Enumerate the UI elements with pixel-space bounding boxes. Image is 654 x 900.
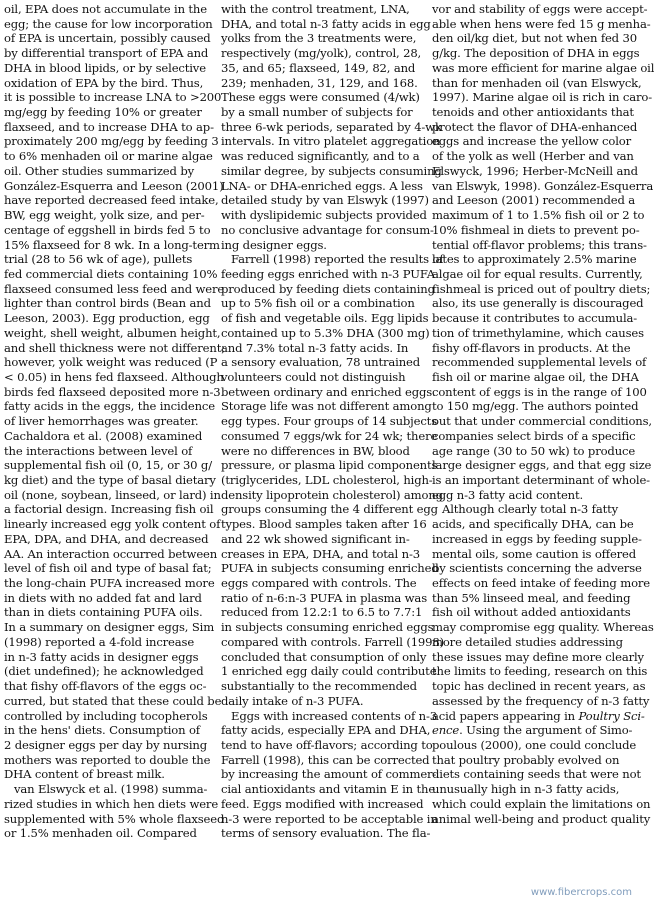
text-line: Although clearly total n-3 fatty	[442, 502, 619, 517]
text-line: den oil/kg diet, but not when fed 30	[432, 31, 637, 46]
text-line: with dyslipidemic subjects provided	[221, 208, 427, 223]
text-line: the long-chain PUFA increased more	[4, 576, 215, 591]
text-line: egg n-3 fatty acid content.	[432, 487, 584, 502]
text-line: up to 5% fish oil or a combination	[221, 296, 415, 311]
text-line: to 6% menhaden oil or marine algae	[4, 149, 213, 164]
text-column-middle	[221, 2, 444, 898]
text-line: daily intake of n-3 PUFA.	[221, 693, 364, 708]
text-line: pressure, or plasma lipid components	[221, 458, 438, 473]
text-line: DHA in blood lipids, or by selective	[4, 60, 206, 75]
text-line: mothers was reported to double the	[4, 752, 211, 767]
text-line: increased in eggs by feeding supple-	[432, 531, 642, 546]
text-line: vor and stability of eggs were accept-	[432, 2, 648, 16]
text-line: acid papers appearing in Poultry Sci-	[432, 708, 645, 723]
text-line: DHA content of breast milk.	[4, 767, 165, 782]
text-line: recommended supplemental levels of	[432, 355, 647, 370]
text-line: than in diets containing PUFA oils.	[4, 605, 203, 620]
text-line: the interactions between level of	[4, 443, 193, 458]
text-line: trial (28 to 56 wk of age), pullets	[4, 252, 193, 267]
text-line: Farrell (1998) reported the results of	[231, 252, 444, 267]
text-line: of fish and vegetable oils. Egg lipids	[221, 311, 429, 326]
text-line: no conclusive advantage for consum-	[221, 222, 434, 237]
text-line: in diets with no added fat and lard	[4, 590, 202, 605]
text-line: Farrell (1998), this can be corrected	[221, 752, 430, 767]
text-line: mg/egg by feeding 10% or greater	[4, 105, 202, 120]
text-line: detailed study by van Elswyk (1997)	[221, 193, 429, 208]
text-line: to 150 mg/egg. The authors pointed	[432, 399, 639, 414]
text-line: maximum of 1 to 1.5% fish oil or 2 to	[432, 208, 645, 223]
text-line: oil, EPA does not accumulate in the	[4, 2, 207, 16]
text-line: effects on feed intake of feeding more	[432, 576, 651, 591]
text-line: 10% fishmeal in diets to prevent po-	[432, 222, 640, 237]
text-line: centage of eggshell in birds fed 5 to	[4, 222, 211, 237]
text-line: 1 enriched egg daily could contribute	[221, 664, 437, 679]
text-column-right	[432, 2, 654, 898]
text-line: (diet undefined); he acknowledged	[4, 664, 204, 679]
text-line: intervals. In vitro platelet aggregation	[221, 134, 441, 149]
text-line: tenoids and other antioxidants that	[432, 105, 634, 120]
text-line: flaxseed, and to increase DHA to ap-	[4, 119, 214, 134]
text-line: creases in EPA, DHA, and total n-3	[221, 546, 420, 561]
text-line: 2 designer eggs per day by nursing	[4, 737, 207, 752]
text-line: linearly increased egg yolk content of	[4, 517, 221, 532]
text-line: and shell thickness were not different;	[4, 340, 225, 355]
text-line: density lipoprotein cholesterol) among	[221, 487, 443, 502]
text-line: ence. Using the argument of Simo-	[432, 723, 633, 738]
text-line: because it contributes to accumula-	[432, 311, 638, 326]
text-line: algae oil for equal results. Currently,	[432, 266, 643, 281]
text-line: of the yolk as well (Herber and van	[432, 149, 634, 164]
text-line: and 22 wk showed significant in-	[221, 531, 410, 546]
text-line: the limits to feeding, research on this	[432, 664, 648, 679]
text-line: 35, and 65; flaxseed, 149, 82, and	[221, 60, 416, 75]
text-line: González-Esquerra and Leeson (2001)	[4, 178, 224, 193]
text-line: feeding eggs enriched with n-3 PUFA	[221, 266, 435, 281]
text-line: LNA- or DHA-enriched eggs. A less	[221, 178, 423, 193]
text-line: consumed 7 eggs/wk for 24 wk; there	[221, 428, 438, 443]
text-line: PUFA in subjects consuming enriched	[221, 561, 439, 576]
text-line: DHA, and total n-3 fatty acids in egg	[221, 16, 431, 31]
text-line: egg types. Four groups of 14 subjects	[221, 414, 437, 429]
text-line: fishy off-flavors in products. At the	[432, 340, 631, 355]
text-line: fish oil or marine algae oil, the DHA	[432, 369, 639, 384]
text-line: tend to have off-flavors; according to	[221, 737, 433, 752]
text-line: tion of trimethylamine, which causes	[432, 325, 644, 340]
text-line: by a small number of subjects for	[221, 105, 413, 120]
text-line: of EPA is uncertain, possibly caused	[4, 31, 211, 46]
text-line: supplemental fish oil (0, 15, or 30 g/	[4, 458, 212, 473]
text-line: egg; the cause for low incorporation	[4, 16, 213, 31]
text-line: by increasing the amount of commer-	[221, 767, 437, 782]
text-line: assessed by the frequency of n-3 fatty	[432, 693, 650, 708]
text-line: however, yolk weight was reduced (P	[4, 355, 218, 370]
text-line: poulous (2000), one could conclude	[432, 737, 637, 752]
text-line: Storage life was not different among	[221, 399, 432, 414]
text-line: diets containing seeds that were not	[432, 767, 641, 782]
text-line: fed commercial diets containing 10%	[4, 266, 218, 281]
text-line: age range (30 to 50 wk) to produce	[432, 443, 636, 458]
text-line: acids, and specifically DHA, can be	[432, 517, 634, 532]
text-line: BW, egg weight, yolk size, and per-	[4, 208, 205, 223]
text-line: protect the flavor of DHA-enhanced	[432, 119, 638, 134]
text-line: which could explain the limitations on	[432, 796, 651, 811]
text-line: may compromise egg quality. Whereas	[432, 620, 654, 635]
text-line: between ordinary and enriched eggs.	[221, 384, 436, 399]
text-line: a sensory evaluation, 78 untrained	[221, 355, 421, 370]
text-line: respectively (mg/yolk), control, 28,	[221, 46, 422, 61]
text-line: terms of sensory evaluation. The fla-	[221, 826, 431, 841]
text-line: fatty acids, especially EPA and DHA,	[221, 723, 431, 738]
text-line: oil. Other studies summarized by	[4, 163, 195, 178]
text-line: by differential transport of EPA and	[4, 46, 209, 61]
text-line: in the hens' diets. Consumption of	[4, 723, 200, 738]
text-line: concluded that consumption of only	[221, 649, 427, 664]
text-line: birds fed flaxseed deposited more n-3	[4, 384, 221, 399]
text-column-left	[4, 2, 225, 898]
text-line: in n-3 fatty acids in designer eggs	[4, 649, 199, 664]
text-line: produced by feeding diets containing	[221, 281, 435, 296]
text-line: companies select birds of a specific	[432, 428, 636, 443]
text-line: (triglycerides, LDL cholesterol, high-	[221, 473, 433, 487]
text-line: n-3 were reported to be acceptable in	[221, 811, 438, 826]
text-line: mental oils, some caution is offered	[432, 546, 637, 561]
text-line: content of eggs is in the range of 100	[432, 384, 647, 399]
text-line: In a summary on designer eggs, Sim	[4, 620, 215, 635]
text-line: than 5% linseed meal, and feeding	[432, 590, 631, 605]
text-line: topic has declined in recent years, as	[432, 679, 646, 694]
text-line: Eggs with increased contents of n-3	[231, 708, 437, 723]
text-line: reduced from 12.2:1 to 6.5 to 7.7:1	[221, 605, 423, 620]
text-line: similar degree, by subjects consuming	[221, 163, 442, 178]
text-line: large designer eggs, and that egg size	[432, 458, 652, 473]
text-line: or 1.5% menhaden oil. Compared	[4, 826, 197, 841]
text-line: curred, but stated that these could be	[4, 693, 222, 708]
text-line: ratio of n-6:n-3 PUFA in plasma was	[221, 590, 427, 605]
text-line: types. Blood samples taken after 16	[221, 517, 427, 532]
text-line: by scientists concerning the adverse	[432, 561, 642, 576]
text-line: were no differences in BW, blood	[221, 443, 410, 458]
text-line: is an important determinant of whole-	[432, 473, 650, 487]
text-line: more detailed studies addressing	[432, 634, 623, 649]
text-line: lighter than control birds (Bean and	[4, 296, 211, 311]
text-line: tential off-flavor problems; this trans-	[432, 237, 647, 252]
text-line: supplemented with 5% whole flaxseed	[4, 811, 225, 826]
text-line: Elswyck, 1996; Herber-McNeill and	[432, 163, 638, 178]
text-line: Cachaldora et al. (2008) examined	[4, 428, 203, 443]
text-line: AA. An interaction occurred between	[4, 546, 218, 561]
text-line: (1998) reported a 4-fold increase	[4, 634, 195, 649]
text-line: van Elswyk, 1998). González-Esquerra	[432, 178, 654, 193]
text-line: van Elswyck et al. (1998) summa-	[14, 782, 208, 797]
text-line: a factorial design. Increasing fish oil	[4, 502, 214, 517]
text-line: animal well-being and product quality	[432, 811, 651, 826]
text-line: 15% flaxseed for 8 wk. In a long-term	[4, 237, 220, 252]
text-line: oil (none, soybean, linseed, or lard) in	[4, 487, 221, 502]
text-line: was reduced significantly, and to a	[221, 149, 420, 164]
text-line: of liver hemorrhages was greater.	[4, 414, 199, 429]
text-line: able when hens were fed 15 g menha-	[432, 16, 651, 31]
text-line: 1997). Marine algae oil is rich in caro-	[432, 90, 652, 105]
text-line: substantially to the recommended	[221, 679, 417, 694]
text-line: groups consuming the 4 different egg	[221, 502, 438, 517]
text-line: eggs compared with controls. The	[221, 576, 417, 591]
text-line: rized studies in which hen diets were	[4, 796, 219, 811]
text-line: EPA, DPA, and DHA, and decreased	[4, 531, 209, 546]
text-line: and 7.3% total n-3 fatty acids. In	[221, 340, 409, 355]
text-line: also, its use generally is discouraged	[432, 296, 644, 311]
text-line: Leeson, 2003). Egg production, egg	[4, 311, 210, 326]
text-line: and Leeson (2001) recommended a	[432, 193, 636, 208]
text-line: out that under commercial conditions,	[432, 414, 652, 429]
text-line: 239; menhaden, 31, 129, and 168.	[221, 75, 418, 90]
text-line: kg diet) and the type of basal dietary	[4, 473, 216, 487]
text-line: These eggs were consumed (4/wk)	[221, 90, 420, 105]
text-line: these issues may define more clearly	[432, 649, 644, 664]
text-line: that fishy off-flavors of the eggs oc-	[4, 679, 207, 694]
text-line: three 6-wk periods, separated by 4-wk	[221, 119, 442, 134]
text-line: ing designer eggs.	[221, 237, 327, 252]
text-line: have reported decreased feed intake,	[4, 193, 219, 208]
text-line: in subjects consuming enriched eggs	[221, 620, 434, 635]
text-line: fishmeal is priced out of poultry diets;	[432, 281, 651, 296]
text-line: fatty acids in the eggs, the incidence	[4, 399, 215, 414]
text-line: with the control treatment, LNA,	[221, 2, 410, 16]
text-line: contained up to 5.3% DHA (300 mg)	[221, 325, 430, 340]
text-line: eggs and increase the yellow color	[432, 134, 631, 149]
text-line: controlled by including tocopherols	[4, 708, 208, 723]
text-line: weight, shell weight, albumen height,	[4, 325, 221, 340]
text-line: that poultry probably evolved on	[432, 752, 620, 767]
text-line: flaxseed consumed less feed and were	[4, 281, 225, 296]
text-line: feed. Eggs modified with increased	[221, 796, 424, 811]
text-line: level of fish oil and type of basal fat;	[4, 561, 212, 576]
text-line: lates to approximately 2.5% marine	[432, 252, 637, 267]
text-line: < 0.05) in hens fed flaxseed. Although	[4, 369, 224, 384]
text-line: proximately 200 mg/egg by feeding 3	[4, 134, 219, 149]
text-line: fish oil without added antioxidants	[432, 605, 631, 620]
text-line: was more efficient for marine algae oil	[432, 60, 654, 75]
text-line: yolks from the 3 treatments were,	[221, 31, 417, 46]
text-line: cial antioxidants and vitamin E in the	[221, 782, 436, 797]
text-line: compared with controls. Farrell (1998)	[221, 634, 444, 649]
text-line: unusually high in n-3 fatty acids,	[432, 782, 620, 797]
text-line: volunteers could not distinguish	[221, 369, 406, 384]
text-line: than for menhaden oil (van Elswyck,	[432, 75, 642, 90]
text-line: it is possible to increase LNA to >200	[4, 90, 222, 105]
text-line: oxidation of EPA by the bird. Thus,	[4, 75, 204, 90]
site-watermark: www.fibercrops.com	[530, 887, 632, 898]
text-line: g/kg. The deposition of DHA in eggs	[432, 46, 640, 61]
